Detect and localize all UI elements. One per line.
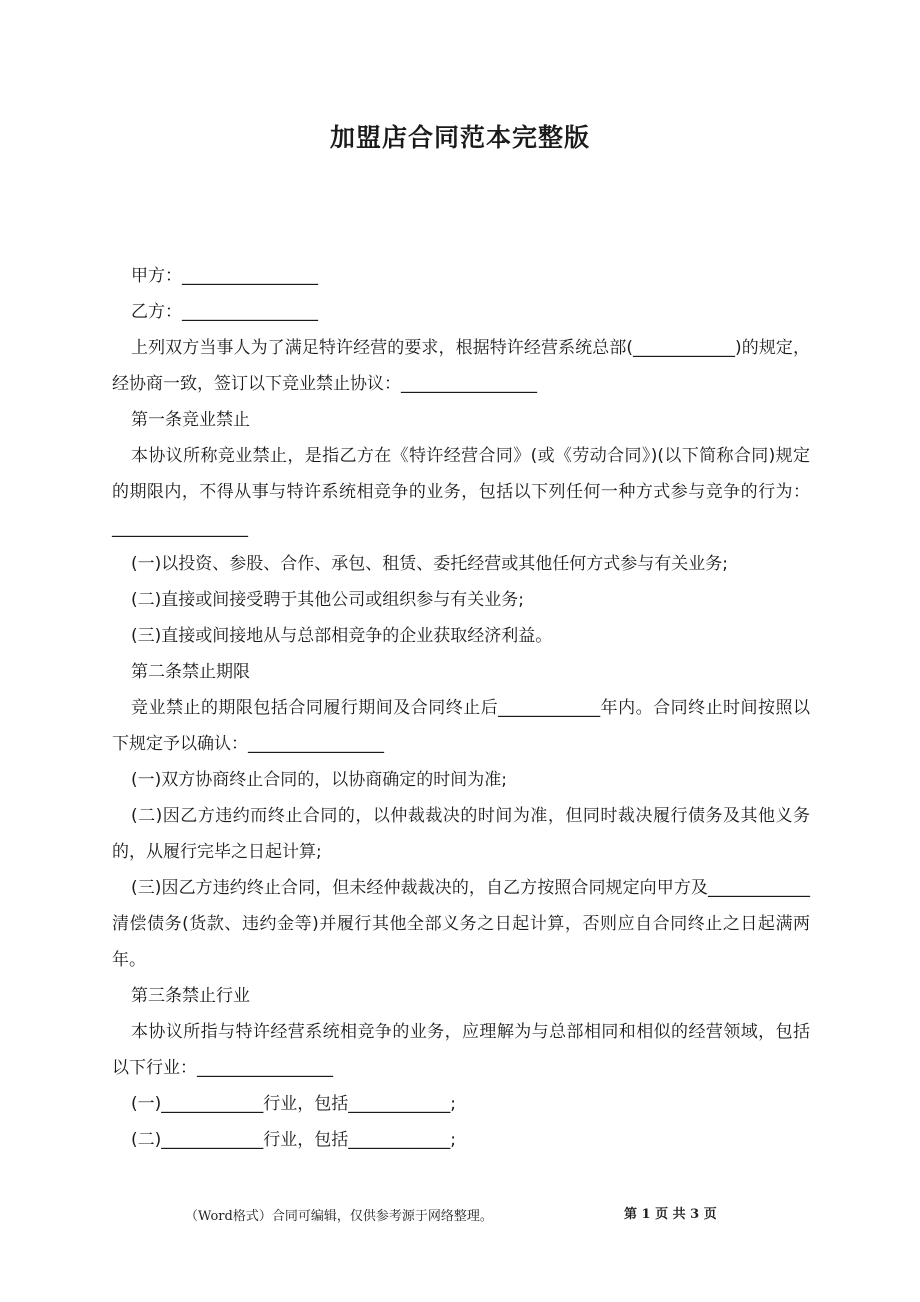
document-body xyxy=(112,258,810,1158)
article-3-paragraph: 本协议所指与特许经营系统相竞争的业务，应理解为与总部相同和相似的经营领域，包括以下行业：________________ xyxy=(112,1022,810,1078)
article-1-paragraph: 本协议所称竞业禁止，是指乙方在《特许经营合同》(或《劳动合同》)(以下简称合同)规定的期限内，不得从事与特许系统相竞争的业务，包括以下列任何一种方式参与竞争的行为：________________ xyxy=(112,446,810,538)
article-2-item-1: (一)双方协商终止合同的，以协商确定的时间为准; xyxy=(131,770,507,790)
article-1-heading: 第一条竞业禁止 xyxy=(131,410,250,430)
article-1-item-3: (三)直接或间接地从与总部相竞争的企业获取经济利益。 xyxy=(131,626,553,646)
article-3-heading: 第三条禁止行业 xyxy=(131,986,250,1006)
footer-note: （Word格式）合同可编辑，仅供参考源于网络整理。 xyxy=(185,1209,493,1224)
article-3-item-2: (二)____________行业，包括____________; xyxy=(131,1130,456,1150)
page-number: 第 1 页 共 3 页 xyxy=(624,1207,717,1222)
article-1-item-2: (二)直接或间接受聘于其他公司或组织参与有关业务; xyxy=(131,590,524,610)
preamble-paragraph: 上列双方当事人为了满足特许经营的要求，根据特许经营系统总部(____________)的规定，经协商一致，签订以下竞业禁止协议：________________ xyxy=(112,338,810,394)
article-2-item-2: (二)因乙方违约而终止合同的，以仲裁裁决的时间为准，但同时裁决履行债务及其他义务的，从履行完毕之日起计算; xyxy=(112,806,810,862)
document-title: 加盟店合同范本完整版 xyxy=(329,123,590,152)
party-b-line: 乙方：________________ xyxy=(131,302,318,322)
article-3-item-1: (一)____________行业，包括____________; xyxy=(131,1094,456,1114)
article-1-item-1: (一)以投资、参股、合作、承包、租赁、委托经营或其他任何方式参与有关业务; xyxy=(131,554,728,574)
article-2-item-3: (三)因乙方违约终止合同，但未经仲裁裁决的，自乙方按照合同规定向甲方及____________清偿债务(货款、违约金等)并履行其他全部义务之日起计算，否则应自合同终止之日起满两年。 xyxy=(112,878,810,970)
article-2-heading: 第二条禁止期限 xyxy=(131,662,250,682)
party-a-line: 甲方：________________ xyxy=(131,266,318,286)
article-2-paragraph: 竞业禁止的期限包括合同履行期间及合同终止后____________年内。合同终止时间按照以下规定予以确认：________________ xyxy=(112,698,810,754)
